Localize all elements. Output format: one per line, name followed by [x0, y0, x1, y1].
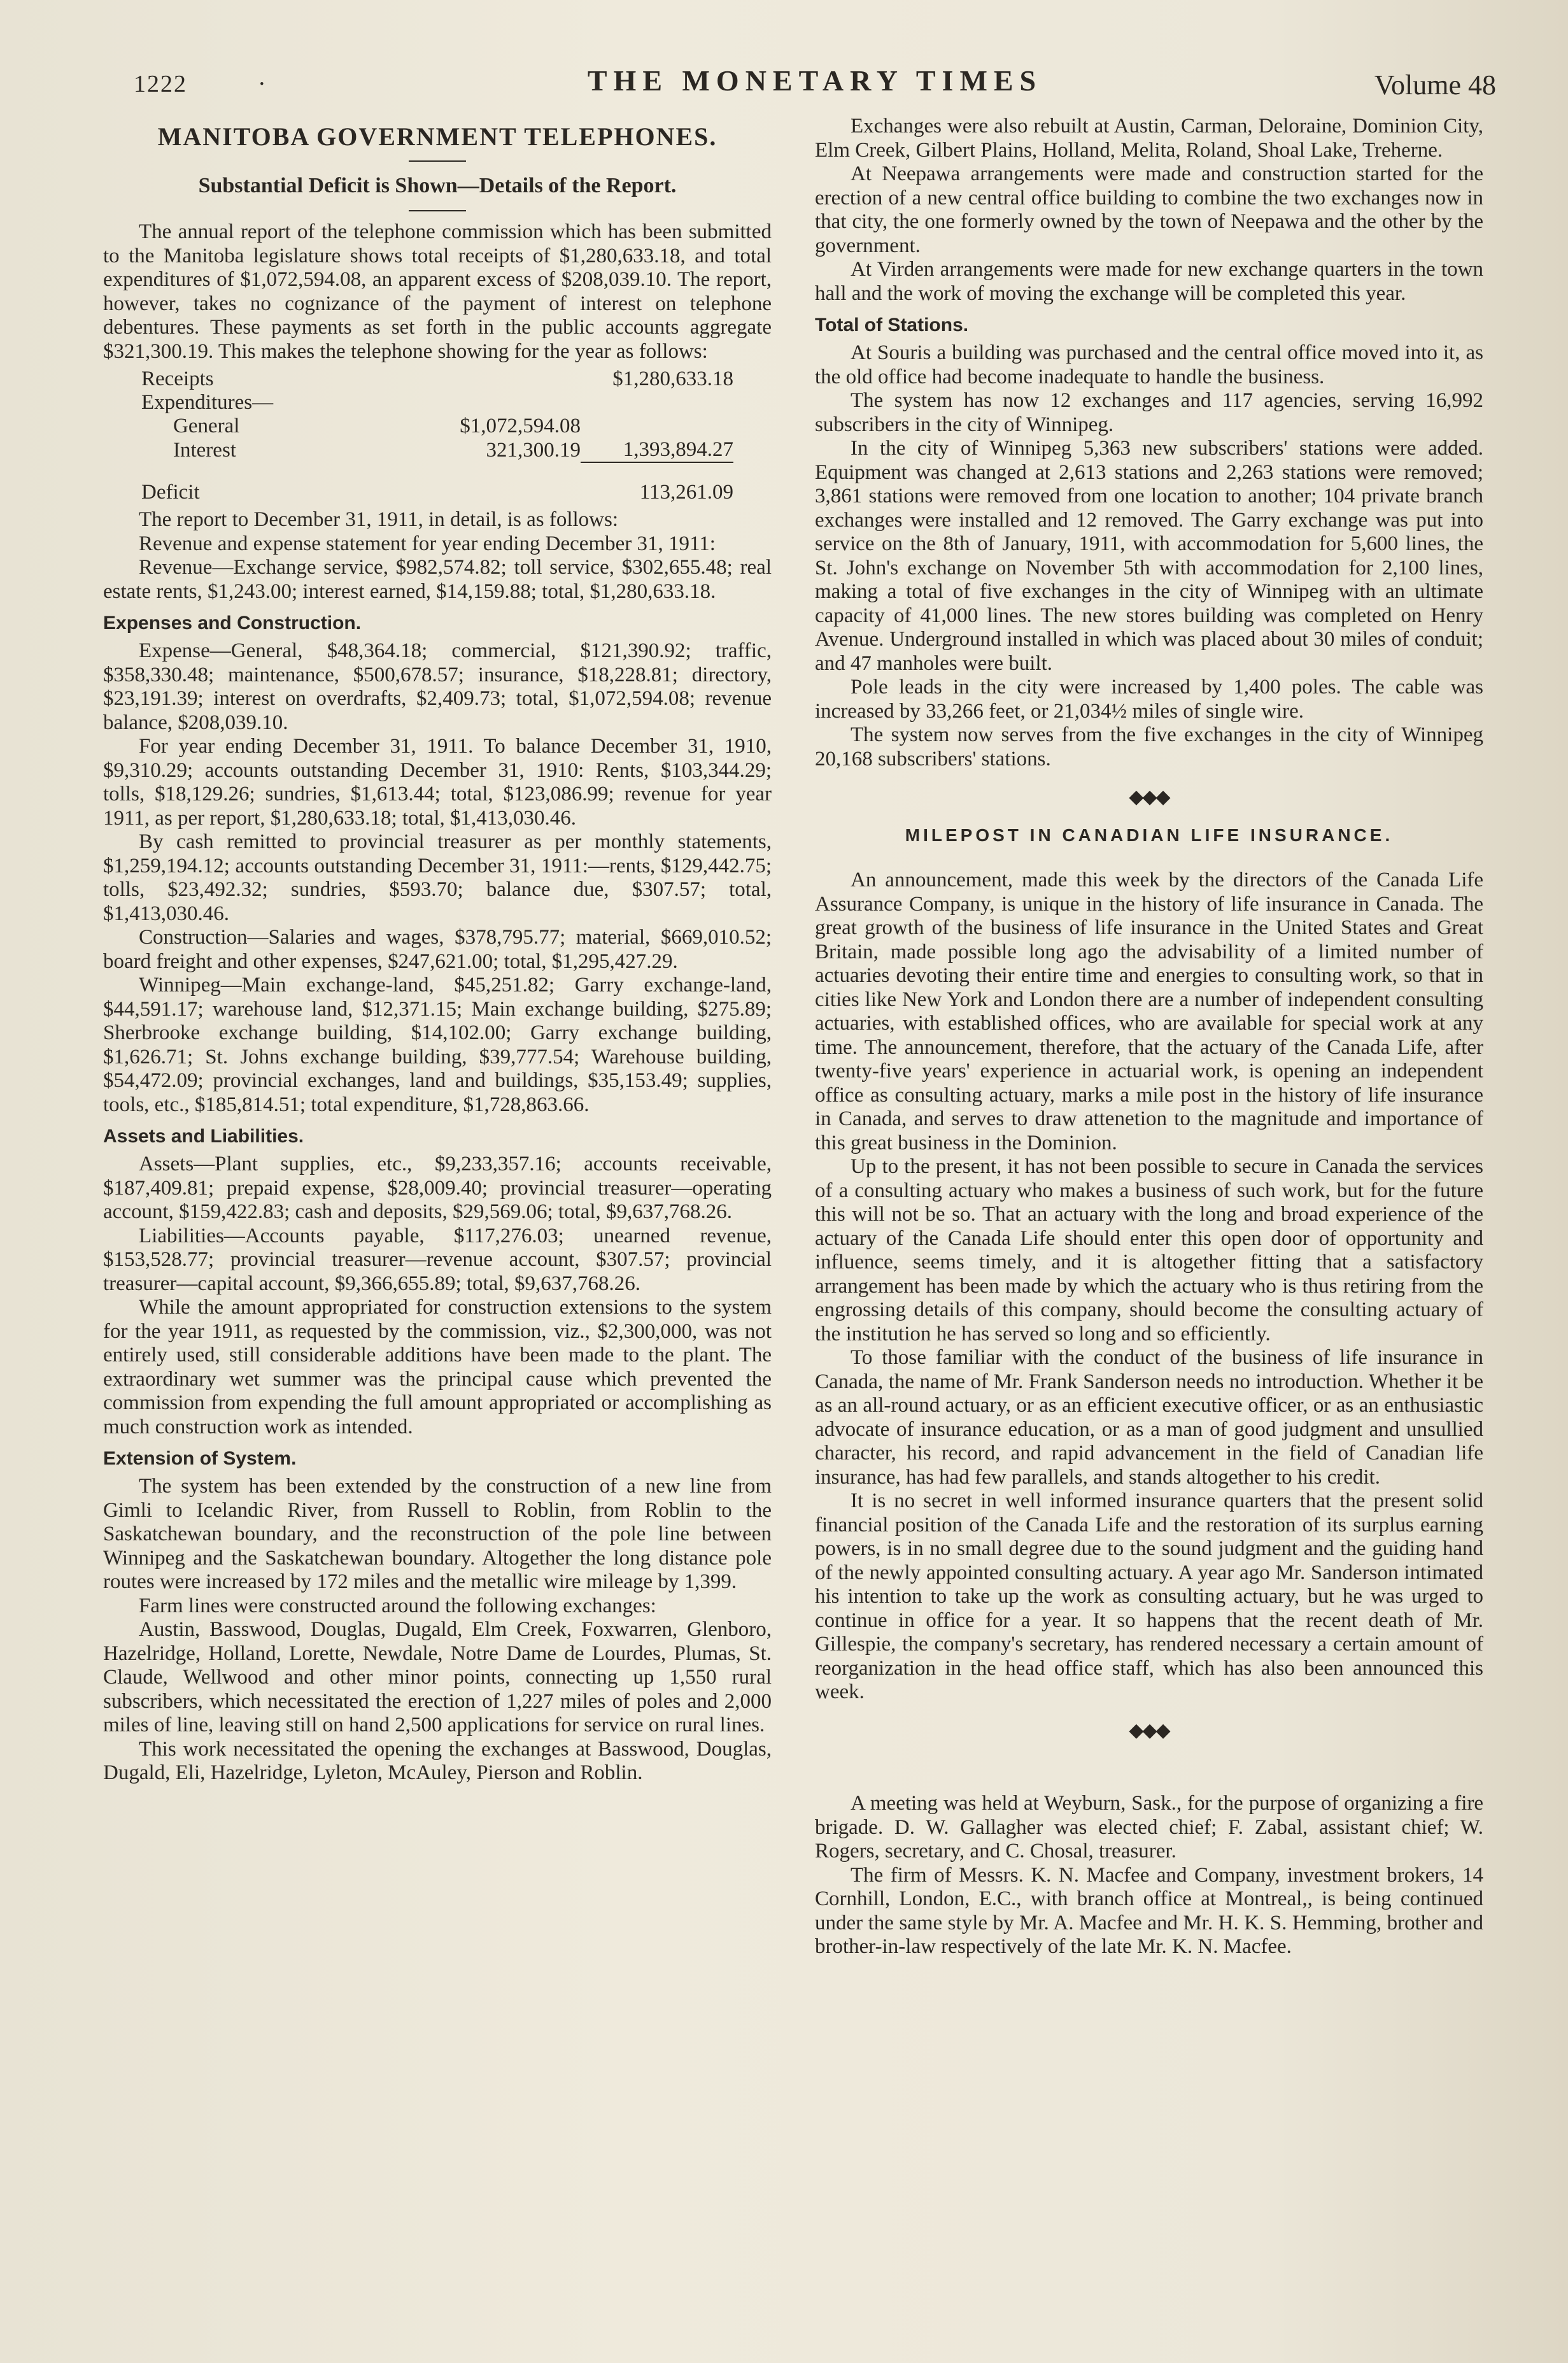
paragraph: This work necessitated the opening the exchanges at Basswood, Douglas, Dugald, Eli, Hazelridge, Lyleton, McAuley, Pierson and Roblin. [103, 1737, 772, 1784]
financial-summary-table [141, 367, 733, 504]
table-row [141, 438, 733, 462]
paragraph: Farm lines were constructed around the following exchanges: [139, 1594, 656, 1617]
article-title: MANITOBA GOVERNMENT TELEPHONES. [157, 122, 717, 151]
left-column [103, 115, 772, 1785]
paragraph: The system has been extended by the construction of a new line from Gimli to Icelandic River, from Russell to Roblin, from Roblin to the Saskatchewan boundary, and the reconstruction of the pole line between Winnipeg and the Saskatchewan boundary. Altogether the long distance pole routes were increased by 172 miles and the metallic wire mileage by 1,399. [103, 1475, 772, 1593]
subtitle-rule [409, 210, 466, 211]
general-label: General [173, 415, 240, 437]
paragraph: By cash remitted to provincial treasurer as per monthly statements, $1,259,194.12; accounts outstanding December 31, 1911:—rents, $129,442.75; tolls, $23,492.32; sundries, $593.70; balance due, $307.57; total, $1,413,030.46. [103, 830, 772, 925]
paragraph: Up to the present, it has not been possible to secure in Canada the services of a consulting actuary who makes a business of such work, but for the future this will not be so. That an actuary with the long and broad experience of the actuary of the Canada Life should enter this open door of opportunity and influence, seems timely, and it is altogether fitting that a satisfactory arrangement has been made by which the actuary who is thus retiring from the engrossing details of this company, should become the consulting actuary of the institution he has served so long and so efficiently. [815, 1155, 1483, 1345]
section-heading: Total of Stations. [815, 315, 969, 336]
paragraph: To those familiar with the conduct of the business of life insurance in Canada, the name of Mr. Frank Sanderson needs no introduction. Whether it be as an all-round actuary, or as an efficient executive officer, or as an enthusiastic advocate of insurance education, or as a man of good judgment and unsullied character, his record, and rapid advancement in the field of Canadian life insurance, has had few parallels, and stands altogether to his credit. [815, 1346, 1483, 1489]
paragraph: Exchanges were also rebuilt at Austin, Carman, Deloraine, Dominion City, Elm Creek, Gilbert Plains, Holland, Melita, Roland, Shoal Lake, Treherne. [815, 115, 1483, 162]
table-row [141, 367, 733, 391]
paragraph: Austin, Basswood, Douglas, Dugald, Elm Creek, Foxwarren, Glenboro, Hazelridge, Holland, Lorette, Newdale, Notre Dame de Lourdes, Plumas, St. Claude, Wellwood and other minor points, connecting up 1,550 rural subscribers, which necessitated the erection of 1,227 miles of poles and 2,000 miles of line, leaving still on hand 2,500 applications for service on rural lines. [103, 1618, 772, 1736]
right-column [815, 115, 1483, 1959]
section-heading: Extension of System. [103, 1448, 297, 1469]
paragraph: Construction—Salaries and wages, $378,795.77; material, $669,010.52; board freight and other expenses, $247,621.00; total, $1,295,427.29. [103, 926, 772, 973]
ornament-divider: ◆◆◆ [1129, 1719, 1169, 1741]
paragraph: At Neepawa arrangements were made and construction started for the erection of a new central office building to combine the two exchanges now in that city, the one formerly owned by the town of Neepawa and the other by the government. [815, 162, 1483, 257]
ornament-divider: ◆◆◆ [1129, 786, 1169, 807]
interest-value: 321,300.19 [486, 439, 581, 462]
table-row [141, 481, 733, 504]
paragraph: The report to December 31, 1911, in detail, is as follows: [139, 508, 619, 531]
deficit-value: 113,261.09 [639, 481, 733, 504]
section-heading: Assets and Liabilities. [103, 1126, 304, 1147]
paragraph: Pole leads in the city were increased by 1,400 poles. The cable was increased by 33,266 feet, or 21,034½ miles of single wire. [815, 676, 1483, 723]
general-value: $1,072,594.08 [460, 415, 581, 437]
paragraph: Winnipeg—Main exchange-land, $45,251.82; Garry exchange-land, $44,591.17; warehouse land, $12,371.15; Main exchange building, $275.89; Sherbrooke exchange building, $14,102.00; Garry exchange building, $1,626.71; St. Johns exchange building, $39,777.54; Warehouse building, $54,472.09; provincial exchanges, land and buildings, $35,153.49; supplies, tools, etc., $185,814.51; total expenditure, $1,728,863.66. [103, 974, 772, 1116]
paragraph: For year ending December 31, 1911. To balance December 31, 1910, $9,310.29; accounts outstanding December 31, 1910: Rents, $103,344.29; tolls, $18,129.26; sundries, $1,613.44; total, $123,086.99; revenue for year 1911, as per report, $1,280,633.18; total, $1,413,030.46. [103, 735, 772, 830]
paragraph: Assets—Plant supplies, etc., $9,233,357.16; accounts receivable, $187,409.81; prepaid expense, $28,009.40; provincial treasurer—operating account, $159,422.83; cash and deposits, $29,569.06; total, $9,637,768.26. [103, 1153, 772, 1223]
expenditures-total: 1,393,894.27 [623, 438, 733, 461]
paragraph: The annual report of the telephone commission which has been submitted to the Manitoba legislature shows total receipts of $1,280,633.18, and total expenditures of $1,072,594.08, an apparent excess of $208,039.10. The report, however, takes no cognizance of the payment of interest on telephone debentures. These payments as set forth in the public accounts aggregate $321,300.19. This makes the telephone showing for the year as follows: [103, 220, 772, 363]
receipts-label: Receipts [141, 367, 214, 390]
table-row [141, 391, 733, 415]
paragraph: At Virden arrangements were made for new exchange quarters in the town hall and the work of moving the exchange will be completed this year. [815, 258, 1483, 305]
interest-label: Interest [173, 439, 236, 462]
paragraph: While the amount appropriated for construction extensions to the system for the year 1911, as requested by the commission, viz., $2,300,000, was not entirely used, still considerable additions have been made to the plant. The extraordinary wet summer was the principal cause which prevented the commission from expending the full amount appropriated or accomplishing as much construction work as intended. [103, 1296, 772, 1438]
article-title: MILEPOST IN CANADIAN LIFE INSURANCE. [905, 825, 1394, 845]
publication-title: THE MONETARY TIMES [587, 64, 1043, 97]
paragraph: The system has now 12 exchanges and 117 agencies, serving 16,992 subscribers in the city of Winnipeg. [815, 389, 1483, 436]
page-header [134, 64, 1496, 108]
page-number: 1222 [134, 71, 187, 97]
header-dot: · [258, 71, 266, 97]
paragraph: Expense—General, $48,364.18; commercial, $121,390.92; traffic, $358,330.48; maintenance, $500,678.57; insurance, $18,228.81; directory, $23,191.39; interest on overdrafts, $2,409.73; total, $1,072,594.08; revenue balance, $208,039.10. [103, 639, 772, 734]
paragraph: The system now serves from the five exchanges in the city of Winnipeg 20,168 subscribers' stations. [815, 723, 1483, 770]
paragraph: In the city of Winnipeg 5,363 new subscribers' stations were added. Equipment was changed at 2,613 stations and 2,263 stations were removed; 3,861 stations were removed from one location to another; 104 private branch exchanges were installed and 12 removed. The Garry exchange was put into service on the 8th of January, 1911, with accommodation for 5,600 lines, the St. John's exchange on November 5th with accommodation for 2,100 lines, making a total of five exchanges in the city of Winnipeg with an ultimate capacity of 41,000 lines. The new stores building was completed on Henry Avenue. Underground installed in which was placed about 30 miles of conduit; and 47 manholes were built. [815, 437, 1483, 675]
deficit-label: Deficit [141, 481, 200, 504]
paragraph: Revenue—Exchange service, $982,574.82; toll service, $302,655.48; real estate rents, $1,243.00; interest earned, $14,159.88; total, $1,280,633.18. [103, 556, 772, 603]
paragraph: An announcement, made this week by the directors of the Canada Life Assurance Company, is unique in the history of life insurance in Canada. The great growth of the business of life insurance in the United States and Great Britain, made possible long ago the advisability of a limited number of actuaries devoting their entire time and energies to consulting work, so that in cities like New York and London there are a number of independent consulting actuaries, with established offices, who are available for special work at any time. The announcement, therefore, that the actuary of the Canada Life, after twenty-five years' experience in actuarial work, is opening an independent office as consulting actuary, marks a mile post in the history of life insurance in Canada, and serves to draw attenetion to the magnitude and importance of this great business in the Dominion. [815, 869, 1483, 1154]
paragraph: It is no secret in well informed insurance quarters that the present solid financial position of the Canada Life and the restoration of its surplus earning powers, is in no small degree due to the sound judgment and the guiding hand of the newly appointed consulting actuary. A year ago Mr. Sanderson intimated his intention to take up the work as consulting actuary, but he was urged to continue in office for a year. It so happens that the recent death of Mr. Gillespie, the company's secretary, has rendered necessary a certain amount of reorganization in the head office staff, which has also been announced this week. [815, 1489, 1483, 1703]
paragraph: Liabilities—Accounts payable, $117,276.03; unearned revenue, $153,528.77; provincial treasurer—revenue account, $307.57; provincial treasurer—capital account, $9,366,655.89; total, $9,637,768.26. [103, 1224, 772, 1295]
paragraph: The firm of Messrs. K. N. Macfee and Company, investment brokers, 14 Cornhill, London, E.C., with branch office at Montreal,, is being continued under the same style by Mr. A. Macfee and Mr. H. K. S. Hemming, brother and brother-in-law respectively of the late Mr. K. N. Macfee. [815, 1863, 1483, 1958]
receipts-value: $1,280,633.18 [612, 367, 733, 390]
article-subtitle: Substantial Deficit is Shown—Details of the Report. [198, 174, 677, 197]
paragraph: At Souris a building was purchased and the central office moved into it, as the old office had become inadequate to handle the business. [815, 341, 1483, 388]
section-heading: Expenses and Construction. [103, 613, 362, 634]
expenditures-label: Expenditures— [141, 391, 274, 414]
paragraph: A meeting was held at Weyburn, Sask., for the purpose of organizing a fire brigade. D. W. Gallagher was elected chief; F. Zabal, assistant chief; W. Rogers, secretary, and C. Chosal, treasurer. [815, 1792, 1483, 1863]
paragraph: Revenue and expense statement for year ending December 31, 1911: [139, 532, 716, 555]
volume-label: Volume 48 [1374, 69, 1496, 101]
title-rule [409, 160, 466, 162]
table-row [141, 415, 733, 438]
